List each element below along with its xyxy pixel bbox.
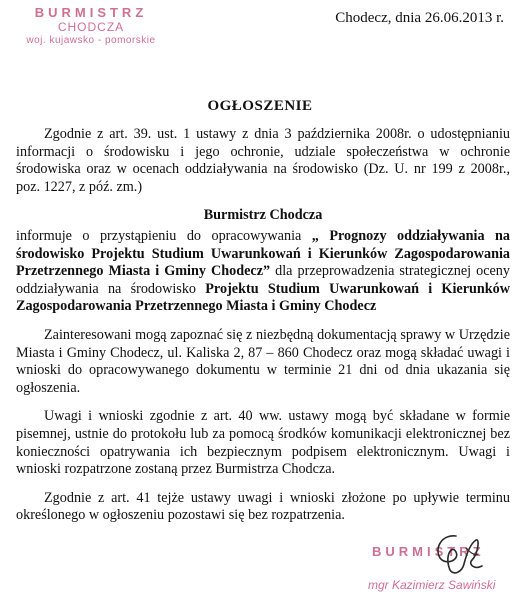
- stamp-title: BURMISTRZ: [34, 5, 148, 20]
- deadline-paragraph: Zgodnie z art. 41 tejże ustawy uwagi i wnioski złożone po upływie terminu określonego w ogłoszeniu pozostawi się bez rozpatrzenia.: [16, 489, 510, 524]
- stamp-town: CHODCZA: [57, 19, 125, 34]
- document-date: Chodecz, dnia 26.06.2013 r.: [335, 10, 504, 26]
- announcement-bold-2: Projektu Studium Uwarunkowań i Kierunków Zagospodarowania Przetrzennego Miasta i Gminy Chodecz: [16, 280, 510, 315]
- stamp-region: woj. kujawsko - pomorskie: [26, 34, 156, 46]
- announcement-bold-1: „ Prognozy oddziaływania na środowisko Projektu Studium Uwarunkowań i Kierunków Zagospodarowania Przetrzennego Miasta i Gminy Chodecz”: [16, 227, 510, 280]
- announcement-text-2: dla przeprowadzenia strategicznej oceny oddziaływania na środowisko: [16, 263, 510, 297]
- comments-paragraph: Uwagi i wnioski zgodnie z art. 40 ww. ustawy mogą być składane w formie pisemnej, ustnie do protokołu lub za pomocą środków komunikacji elektronicznej bez konieczności opatrywania ich bezpiecznym podpisem elektronicznym. Uwagi i wnioski rozpatrzone zostaną przez Burmistrza Chodcza.: [16, 408, 510, 478]
- legal-basis-paragraph: Zgodnie z art. 39. ust. 1 ustawy z dnia 3 października 2008r. o udostępnianiu informacji o środowisku i jego ochronie, udziale społeczeństwa w ochronie środowiska oraz w ocenach oddziaływania na środowisko (Dz. U. nr 199 z 2008r., poz. 1227, z póź. zm.): [16, 126, 510, 195]
- handwritten-signature: [426, 530, 486, 580]
- signature-stamp-name: mgr Kazimierz Sawiński: [368, 578, 496, 592]
- document-title: OGŁOSZENIE: [207, 98, 313, 114]
- issuer-heading: Burmistrz Chodcza: [203, 207, 323, 224]
- signature-block: [358, 530, 518, 610]
- document-body: [16, 126, 510, 536]
- announcement-paragraph: [16, 228, 510, 316]
- office-stamp: [6, 6, 176, 46]
- announcement-text-1: informuje o przystąpieniu do opracowywania: [16, 227, 312, 244]
- signature-stamp-title: BURMISTRZ: [372, 544, 485, 559]
- documentation-paragraph: Zainteresowani mogą zapoznać się z niezbędną dokumentacją sprawy w Urzędzie Miasta i Gminy Chodecz, ul. Kaliska 2, 87 – 860 Chodecz oraz mogą składać uwagi i wnioski do opracowywanego dokumentu w terminie 21 dni od dnia ukazania się ogłoszenia.: [16, 326, 510, 396]
